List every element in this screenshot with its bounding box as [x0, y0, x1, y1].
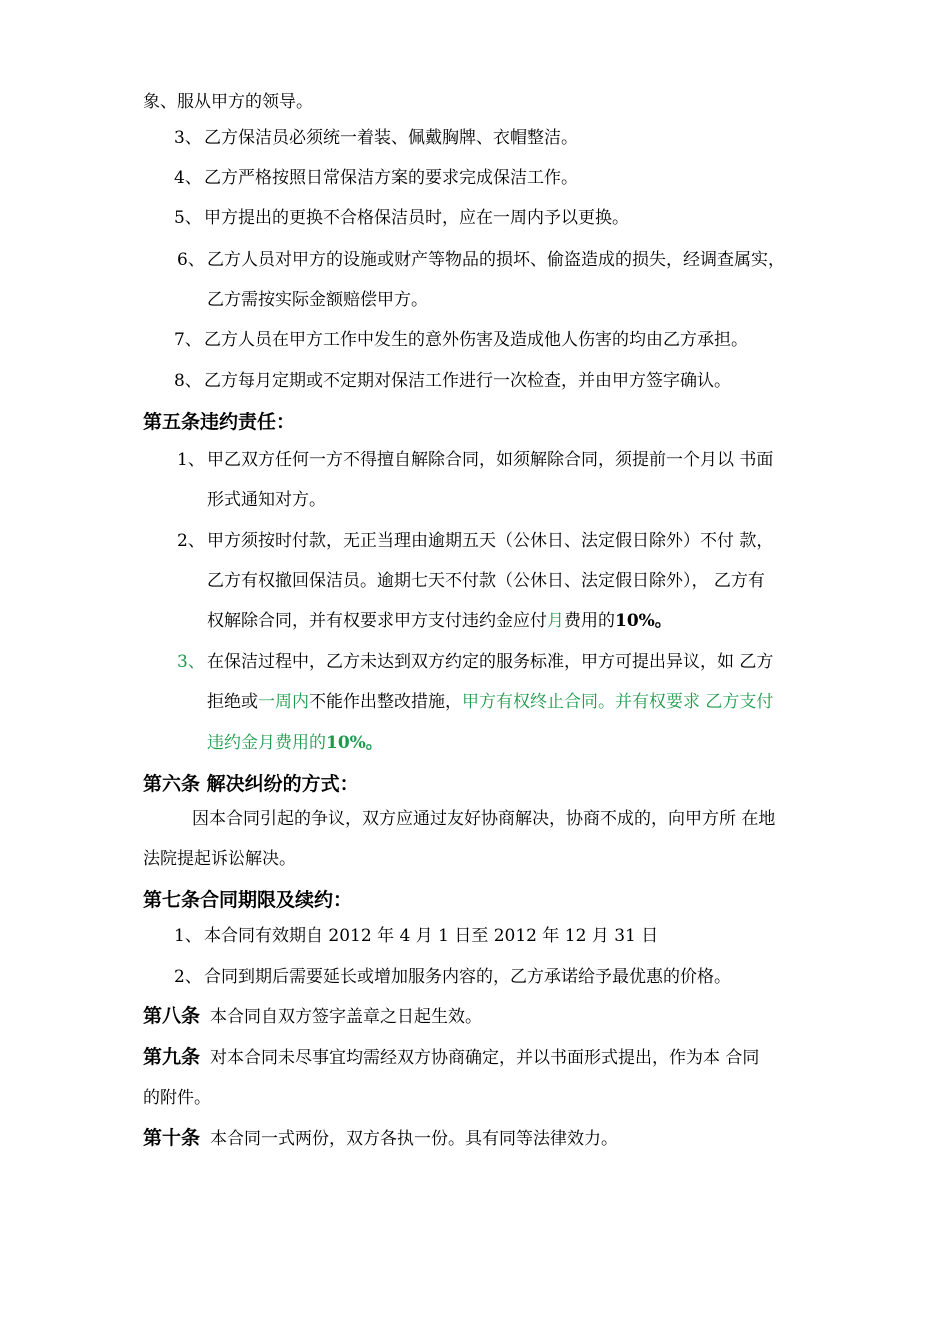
- item-number: 5、: [174, 208, 202, 228]
- highlighted-segment: 违约金月费用的: [207, 733, 326, 753]
- item-text: 乙方严格按照日常保洁方案的要求完成保洁工作。: [204, 168, 578, 188]
- percent-value: 10%。: [615, 611, 672, 631]
- article9-label: 第九条: [143, 1046, 201, 1068]
- item-text: 甲方提出的更换不合格保洁员时，应在一周内予以更换。: [204, 208, 629, 228]
- item-number: 6、: [177, 250, 205, 270]
- text-segment: 费用的: [564, 611, 615, 631]
- article7-item-2: [174, 966, 731, 988]
- article5-item-1-line2: 形式通知对方。: [207, 490, 326, 510]
- article10-text: 本合同一式两份，双方各执一份。具有同等法律效力。: [210, 1129, 619, 1149]
- text-segment: 不能作出整改措施，: [309, 692, 462, 712]
- article9-text: 对本合同未尽事宜均需经双方协商确定，并以书面形式提出，作为本 合同: [210, 1048, 760, 1068]
- item-number: 1、: [177, 450, 205, 470]
- article7-item-1: [174, 925, 658, 947]
- duty-item-6-continuation: 乙方需按实际金额赔偿甲方。: [207, 290, 428, 310]
- item-text: 乙方人员对甲方的设施或财产等物品的损坏、偷盗造成的损失，经调查属实，: [207, 250, 785, 270]
- article6-line1: 因本合同引起的争议，双方应通过友好协商解决，协商不成的，向甲方所 在地: [192, 809, 776, 829]
- highlighted-segment: 甲方有权终止合同。并有权要求 乙方支付: [462, 692, 774, 712]
- item-text: 甲方须按时付款，无正当理由逾期五天（公休日、法定假日除外）不付 款，: [207, 531, 774, 551]
- item-number: 2、: [174, 967, 202, 987]
- article8: [143, 1005, 482, 1028]
- article5-item-2-line3: [207, 610, 672, 632]
- article5-item-3-line3: [207, 732, 383, 754]
- item-number: 8、: [174, 371, 202, 391]
- item-number: 7、: [174, 330, 202, 350]
- item-text: 合同到期后需要延长或增加服务内容的，乙方承诺给予最优惠的价格。: [204, 967, 731, 987]
- article9: [143, 1046, 759, 1069]
- item-number: 3、: [177, 652, 205, 672]
- article6-line2: 法院提起诉讼解决。: [143, 849, 296, 869]
- article5-item-1: [177, 449, 773, 471]
- item-text: 在保洁过程中，乙方未达到双方约定的服务标准，甲方可提出异议，如 乙方: [207, 652, 774, 672]
- text-segment: 权解除合同，并有权要求甲方支付违约金应付: [207, 611, 547, 631]
- duty-item-3: [174, 127, 578, 149]
- article8-text: 本合同自双方签字盖章之日起生效。: [210, 1007, 483, 1027]
- duty-item-7: [174, 329, 748, 351]
- item-number: 1、: [174, 926, 202, 946]
- highlighted-segment: 月: [547, 611, 564, 631]
- duty-item-4: [174, 167, 578, 189]
- item-text: 乙方人员在甲方工作中发生的意外伤害及造成他人伤害的均由乙方承担。: [204, 330, 748, 350]
- highlighted-segment: 一周内: [258, 692, 309, 712]
- article8-label: 第八条: [143, 1005, 201, 1027]
- duties-continuation: 象、服从甲方的领导。: [143, 92, 313, 112]
- article6-heading: 第六条 解决纠纷的方式：: [143, 773, 359, 795]
- duty-item-6: [177, 249, 785, 271]
- item-text: 本合同有效期自 2012 年 4 月 1 日至 2012 年 12 月 31 日: [204, 926, 659, 946]
- item-text: 乙方每月定期或不定期对保洁工作进行一次检查，并由甲方签字确认。: [204, 371, 731, 391]
- article9-line2: 的附件。: [143, 1088, 211, 1108]
- article5-item-2: [177, 530, 773, 552]
- article5-heading: 第五条违约责任：: [143, 411, 296, 433]
- article10: [143, 1127, 618, 1150]
- duty-item-5: [174, 207, 629, 229]
- item-number: 4、: [174, 168, 202, 188]
- item-number: 2、: [177, 531, 205, 551]
- item-text: 乙方保洁员必须统一着装、佩戴胸牌、衣帽整洁。: [204, 128, 578, 148]
- article7-heading: 第七条合同期限及续约：: [143, 889, 353, 911]
- item-text: 甲乙双方任何一方不得擅自解除合同，如须解除合同，须提前一个月以 书面: [207, 450, 774, 470]
- article5-item-3: [177, 651, 773, 673]
- article5-item-3-line2: [207, 691, 773, 713]
- article5-item-2-line2: 乙方有权撤回保洁员。逾期七天不付款（公休日、法定假日除外）， 乙方有: [207, 571, 765, 591]
- article10-label: 第十条: [143, 1127, 201, 1149]
- text-segment: 拒绝或: [207, 692, 258, 712]
- item-number: 3、: [174, 128, 202, 148]
- percent-value: 10%。: [326, 733, 383, 753]
- duty-item-8: [174, 370, 731, 392]
